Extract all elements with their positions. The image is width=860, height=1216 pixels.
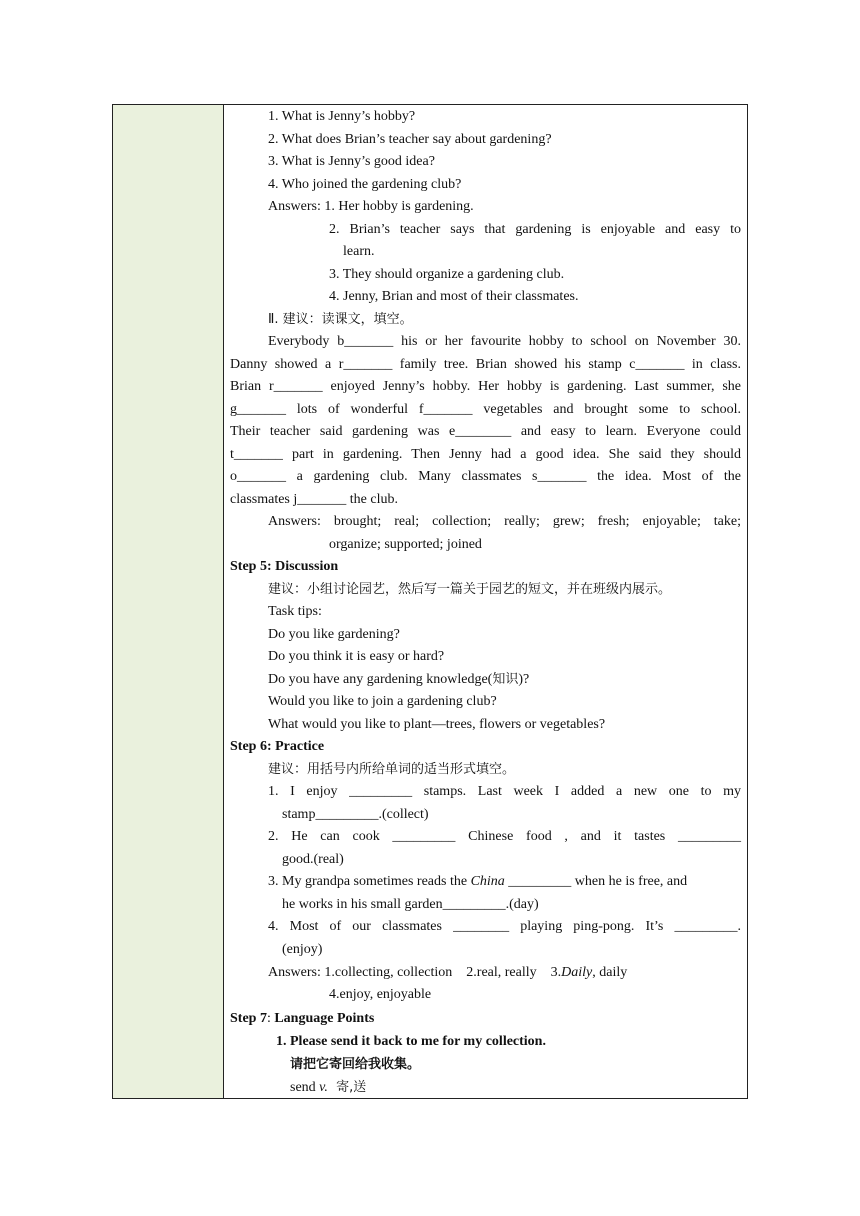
practice-answers-text: Answers: 1.collecting, collection 2.real, really 3.	[268, 965, 562, 980]
question-1: 1. What is Jenny’s hobby?	[268, 109, 416, 124]
language-point-1-translation: 请把它寄回给我收集。	[290, 1057, 421, 1072]
practice-q2-line1: 2. He can cook _________ Chinese food , and it tastes _________	[268, 829, 741, 844]
question-4: 4. Who joined the gardening club?	[268, 177, 462, 192]
send-pos: v.	[319, 1080, 328, 1095]
step5-suggestion: 建议：小组讨论园艺，然后写一篇关于园艺的短文，并在班级内展示。	[268, 582, 672, 597]
practice-answers-1	[268, 962, 627, 985]
step7-title	[230, 1008, 374, 1031]
answer-2-line1: 2. Brian’s teacher says that gardening is enjoyable and easy to	[329, 222, 741, 237]
answers-label: Answers: 1. Her hobby is gardening.	[268, 199, 474, 214]
cloze-line-2: Danny showed a r_______ family tree. Brian showed his stamp c_______ in class.	[230, 357, 741, 372]
tip-4: Would you like to join a gardening club?	[268, 694, 497, 709]
practice-answers-end: , daily	[592, 965, 628, 980]
practice-q2-line2: good.(real)	[282, 852, 344, 867]
step7-title-a: Step 7	[230, 1011, 267, 1026]
send-word: send	[290, 1080, 320, 1095]
cloze-line-3: Brian r_______ enjoyed Jenny’s hobby. Her hobby is gardening. Last summer, she	[230, 379, 741, 394]
tip-3-chinese: 知识	[492, 672, 519, 687]
practice-q3-line1	[268, 871, 687, 894]
cloze-answers-2: organize; supported; joined	[329, 537, 482, 552]
cloze-line-7: o_______ a gardening club. Many classmates s_______ the idea. Most of the	[230, 469, 741, 484]
answer-3: 3. They should organize a gardening club.	[329, 267, 565, 282]
cloze-line-6: t_______ part in gardening. Then Jenny had a good idea. She said they should	[230, 447, 741, 462]
cloze-line-8: classmates j_______ the club.	[230, 492, 398, 507]
step5-title: Step 5: Discussion	[230, 559, 339, 574]
tip-2: Do you think it is easy or hard?	[268, 649, 445, 664]
practice-q4-line2: (enjoy)	[282, 942, 323, 957]
question-3: 3. What is Jenny’s good idea?	[268, 154, 435, 169]
tip-3	[268, 669, 529, 692]
answer-4: 4. Jenny, Brian and most of their classmates.	[329, 289, 579, 304]
tip-3-end: )?	[518, 672, 530, 687]
practice-answers-italic: Daily	[561, 965, 593, 980]
cloze-answers-1: Answers: brought; real; collection; really; grew; fresh; enjoyable; take;	[268, 514, 741, 529]
answer-2-line2: learn.	[343, 244, 375, 259]
tip-3-text: Do you have any gardening knowledge(	[268, 672, 493, 687]
cloze-line-4: g_______ lots of wonderful f_______ vegetables and brought some to school.	[230, 402, 741, 417]
left-column	[113, 105, 224, 1098]
practice-q3-end: _________ when he is free, and	[504, 874, 688, 889]
question-2: 2. What does Brian’s teacher say about gardening?	[268, 132, 552, 147]
practice-q1-line1: 1. I enjoy _________ stamps. Last week I added a new one to my	[268, 784, 741, 799]
cloze-line-1: Everybody b_______ his or her favourite hobby to school on November 30.	[268, 334, 741, 349]
cloze-line-5: Their teacher said gardening was e________ and easy to learn. Everyone could	[230, 424, 741, 439]
task-tips-label: Task tips:	[268, 604, 322, 619]
step7-title-c: Language Points	[274, 1011, 375, 1026]
cloze-instruction: Ⅱ. 建议：读课文，填空。	[268, 312, 413, 327]
practice-q1-line2: stamp_________.(collect)	[282, 807, 429, 822]
send-meaning: 寄,送	[327, 1080, 367, 1095]
practice-q3-line2: he works in his small garden_________.(day)	[282, 897, 539, 912]
step6-title: Step 6: Practice	[230, 739, 325, 754]
practice-q3-text: 3. My grandpa sometimes reads the	[268, 874, 471, 889]
content-column	[224, 105, 747, 1098]
tip-5: What would you like to plant—trees, flowers or vegetables?	[268, 717, 606, 732]
practice-q4-line1: 4. Most of our classmates ________ playing ping-pong. It’s _________.	[268, 919, 741, 934]
practice-q3-title: China	[470, 874, 505, 889]
practice-answers-2: 4.enjoy, enjoyable	[329, 987, 432, 1002]
step6-suggestion: 建议：用括号内所给单词的适当形式填空。	[268, 762, 516, 777]
language-point-1: 1. Please send it back to me for my collection.	[276, 1034, 546, 1049]
step7-title-colon: :	[266, 1011, 275, 1026]
lesson-table	[112, 104, 748, 1099]
send-definition	[290, 1077, 366, 1100]
tip-1: Do you like gardening?	[268, 627, 400, 642]
